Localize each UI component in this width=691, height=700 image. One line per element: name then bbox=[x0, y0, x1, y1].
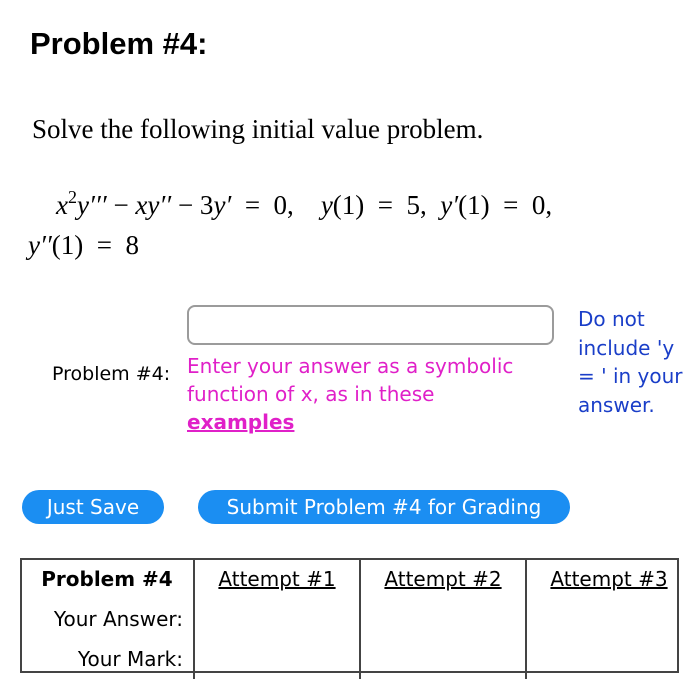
table-row bbox=[21, 599, 691, 639]
mark-cell bbox=[526, 639, 691, 679]
answer-cell bbox=[360, 599, 526, 639]
examples-link[interactable]: examples bbox=[187, 410, 295, 434]
attempt-1-link[interactable]: Attempt #1 bbox=[218, 567, 336, 591]
answer-row-label: Problem #4: bbox=[52, 363, 171, 385]
attempt-2-link[interactable]: Attempt #2 bbox=[384, 567, 502, 591]
mark-cell bbox=[194, 639, 360, 679]
page-title: Problem #4: bbox=[30, 26, 208, 61]
your-answer-label: Your Answer: bbox=[21, 599, 194, 639]
table-row bbox=[21, 639, 691, 679]
equation-line-2: y′′(1) = 8 bbox=[28, 230, 140, 260]
submit-button[interactable]: Submit Problem #4 for Grading bbox=[198, 490, 570, 524]
problem-intro: Solve the following initial value problem. bbox=[32, 114, 484, 144]
just-save-button[interactable]: Just Save bbox=[22, 490, 164, 524]
your-mark-label: Your Mark: bbox=[21, 639, 194, 679]
answer-input[interactable] bbox=[187, 305, 554, 345]
mark-cell bbox=[360, 639, 526, 679]
answer-note: Do not include 'y = ' in your answer. bbox=[578, 307, 683, 417]
answer-cell bbox=[194, 599, 360, 639]
answer-hint-text: Enter your answer as a symbolic function of x, as in these bbox=[187, 354, 514, 406]
answer-hint bbox=[187, 352, 557, 436]
attempt-3-link[interactable]: Attempt #3 bbox=[550, 567, 668, 591]
equation-line-1: $x^2y''' - xy'' - 3y' = 0$, y(1) = 5, y′(1) = 0, bbox=[56, 187, 553, 220]
answer-cell bbox=[526, 599, 691, 639]
table-header-problem: Problem #4 bbox=[21, 559, 194, 599]
table-row bbox=[21, 559, 691, 599]
attempts-table bbox=[21, 559, 691, 679]
